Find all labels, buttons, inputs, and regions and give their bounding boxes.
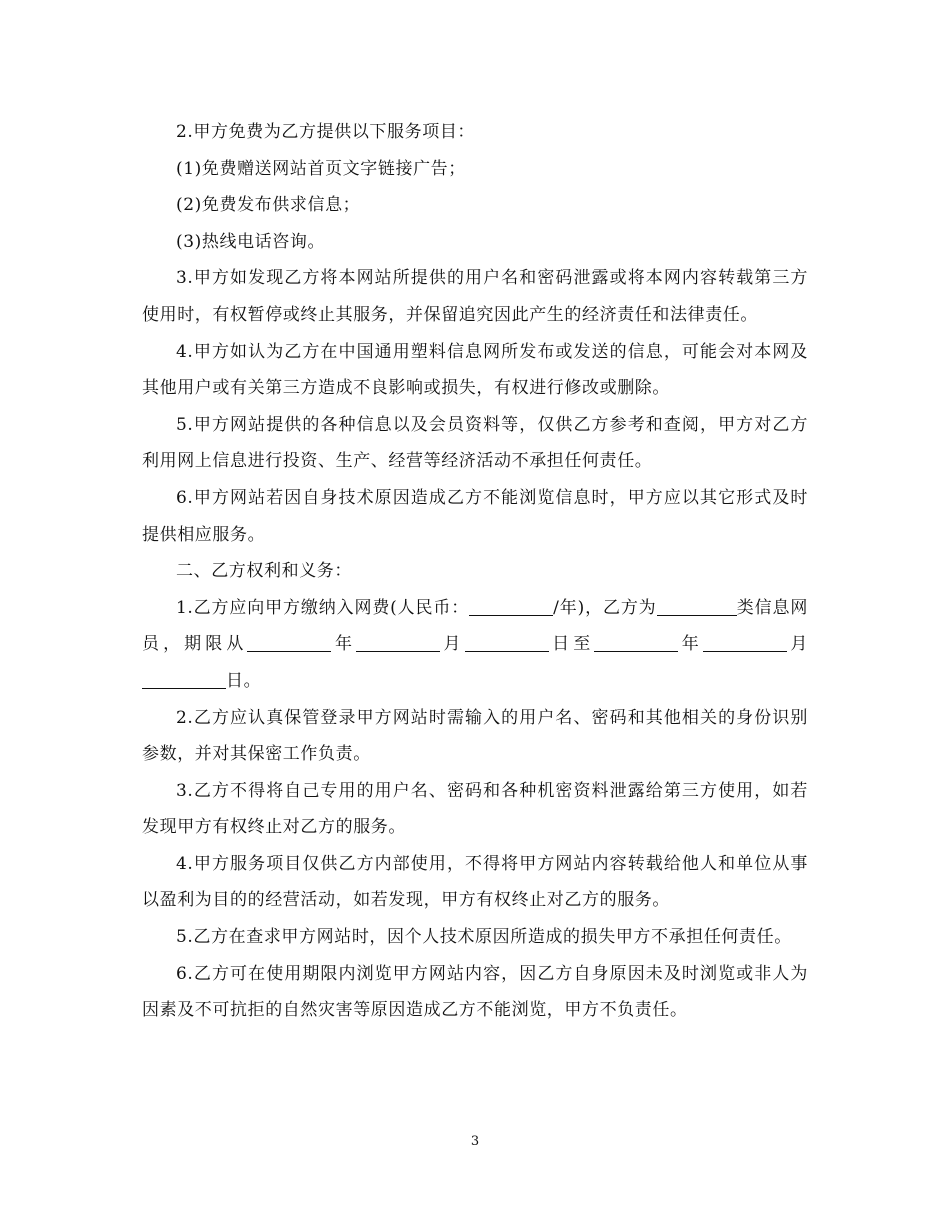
paragraph-clause-5: 5.甲方网站提供的各种信息以及会员资料等，仅供乙方参考和查阅，甲方对乙方利用网上信息进行投资、生产、经营等经济活动不承担任何责任。 [142, 414, 808, 472]
section-heading-party-b: 二、乙方权利和义务： [176, 561, 352, 582]
paragraph-service-item-2: (2)免费发布供求信息； [176, 195, 361, 216]
start-year-blank [247, 633, 331, 652]
start-day-label: 日至 [548, 634, 595, 655]
fee-text-1: 1.乙方应向甲方缴纳入网费(人民币： [176, 597, 470, 618]
end-month-label: 月 [786, 634, 808, 655]
member-class-blank [657, 597, 737, 616]
paragraph-clause-6: 6.甲方网站若因自身技术原因造成乙方不能浏览信息时，甲方应以其它形式及时提供相应服务。 [142, 487, 808, 545]
end-month-blank [703, 633, 787, 652]
start-month-label: 月 [440, 634, 465, 655]
paragraph-b-clause-6: 6.乙方可在使用期限内浏览甲方网站内容，因乙方自身原因未及时浏览或非人为因素及不可抗拒的自然灾害等原因造成乙方不能浏览，甲方不负责任。 [142, 963, 808, 1021]
paragraph-b-clause-2: 2.乙方应认真保管登录甲方网站时需输入的用户名、密码和其他相关的身份识别参数，并对其保密工作负责。 [142, 707, 808, 765]
fee-amount-blank [469, 597, 553, 616]
start-day-blank [465, 633, 549, 652]
end-year-label: 年 [678, 634, 703, 655]
paragraph-service-item-1: (1)免费赠送网站首页文字链接广告； [176, 158, 466, 179]
paragraph-b-clause-3: 3.乙方不得将自己专用的用户名、密码和各种机密资料泄露给第三方使用，如若发现甲方有权终止对乙方的服务。 [142, 780, 808, 838]
end-day-blank [142, 670, 226, 689]
start-month-blank [356, 633, 440, 652]
end-year-blank [594, 633, 678, 652]
paragraph-clause-4: 4.甲方如认为乙方在中国通用塑料信息网所发布或发送的信息，可能会对本网及其他用户或有关第三方造成不良影响或损失，有权进行修改或删除。 [142, 341, 808, 399]
paragraph-b-clause-5: 5.乙方在查求甲方网站时，因个人技术原因所造成的损失甲方不承担任何责任。 [176, 927, 792, 948]
start-year-label: 年 [331, 634, 357, 655]
fee-text-3: 类信息网员，期限从 [142, 597, 809, 655]
paragraph-clause-3: 3.甲方如发现乙方将本网站所提供的用户名和密码泄露或将本网内容转载第三方使用时，有权暂停或终止其服务，并保留追究因此产生的经济责任和法律责任。 [142, 268, 808, 325]
paragraph-service-item-3: (3)热线电话咨询。 [176, 231, 326, 252]
page-number: 3 [470, 1134, 480, 1149]
document-body [142, 114, 808, 1029]
end-day-label: 日。 [226, 670, 262, 691]
paragraph-fee-clause [142, 590, 808, 700]
paragraph-service-items: 2.甲方免费为乙方提供以下服务项目： [176, 122, 476, 142]
fee-text-2: /年)，乙方为 [553, 597, 657, 618]
paragraph-b-clause-4: 4.甲方服务项目仅供乙方内部使用，不得将甲方网站内容转载给他人和单位从事以盈利为目的的经营活动，如若发现，甲方有权终止对乙方的服务。 [142, 853, 808, 911]
